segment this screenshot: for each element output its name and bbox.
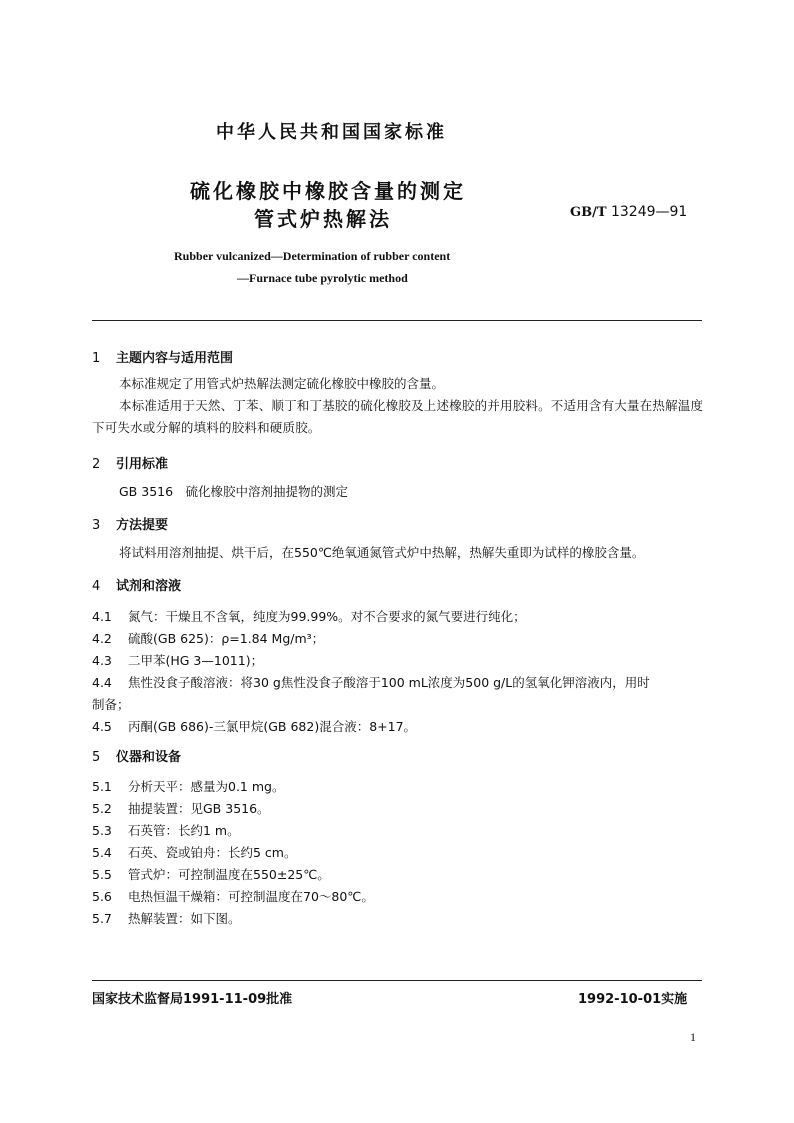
item-number: 5.1	[92, 779, 112, 794]
section-3-paragraph: 将试料用溶剂抽提、烘干后，在550℃绝氧通氮管式炉中热解，热解失重即为试样的橡胶含量。	[119, 545, 645, 560]
section-1-paragraph-1: 本标准规定了用管式炉热解法测定硫化橡胶中橡胶的含量。	[119, 376, 445, 391]
item-number: 5.7	[92, 911, 112, 926]
item-number: 4.1	[92, 609, 112, 624]
issue-approval: 国家技术监督局1991-11-09批准	[92, 992, 293, 1007]
list-item	[92, 716, 416, 738]
item-text: 抽提装置：见GB 3516。	[128, 801, 270, 816]
item-number: 5.5	[92, 867, 112, 882]
english-title-line-1: Rubber vulcanized—Determination of rubber content	[174, 249, 451, 263]
item-text: 热解装置：如下图。	[128, 911, 241, 926]
list-item	[92, 776, 284, 798]
standard-code-number: 13249—91	[610, 204, 688, 220]
title-line-1: 硫化橡胶中橡胶含量的测定	[190, 179, 466, 203]
item-number: 4.4	[92, 675, 112, 690]
item-number: 5.3	[92, 823, 112, 838]
item-text: 石英、瓷或铂舟：长约5 cm。	[128, 845, 297, 860]
item-number: 4.3	[92, 653, 112, 668]
section-title: 引用标准	[116, 457, 169, 472]
section-2-reference: GB 3516 硫化橡胶中溶剂抽提物的测定	[119, 484, 349, 499]
section-title: 方法提要	[116, 518, 169, 533]
section-4-heading	[92, 575, 181, 594]
list-item	[92, 650, 263, 672]
section-5-heading	[92, 746, 181, 765]
item-text: 电热恒温干燥箱：可控制温度在70～80℃。	[128, 889, 374, 904]
list-item	[92, 842, 296, 864]
item-number: 4.5	[92, 719, 112, 734]
section-number: 2	[92, 457, 101, 472]
item-text: 焦性没食子酸溶液：将30 g焦性没食子酸溶于100 mL浓度为500 g/L的氢氧化钾溶液内，用时	[128, 675, 650, 690]
item-number: 5.2	[92, 801, 112, 816]
list-item-continuation: 制备；	[92, 697, 130, 712]
section-title: 仪器和设备	[116, 750, 182, 765]
effective-date: 1992-10-01实施	[578, 992, 688, 1007]
list-item	[92, 798, 270, 820]
item-text: 分析天平：感量为0.1 mg。	[128, 779, 285, 794]
section-title: 主题内容与适用范围	[116, 351, 234, 366]
item-text: 二甲苯(HG 3—1011)；	[128, 653, 264, 668]
section-number: 5	[92, 750, 101, 765]
item-number: 5.6	[92, 889, 112, 904]
top-divider	[92, 320, 702, 321]
section-1-heading	[92, 347, 233, 366]
list-item	[92, 672, 650, 694]
section-number: 4	[92, 579, 101, 594]
list-item	[92, 908, 241, 930]
item-text: 硫酸(GB 625)：ρ=1.84 Mg/m³；	[128, 631, 325, 646]
section-1-paragraph-2: 本标准适用于天然、丁苯、顺丁和丁基胶的硫化橡胶及上述橡胶的并用胶料。不适用含有大量在热解温度下可失水或分解的填料的胶料和硬质胶。	[92, 398, 704, 435]
list-item	[92, 606, 526, 628]
list-item	[92, 864, 330, 886]
item-text: 氮气：干燥且不含氧，纯度为99.99%。对不合要求的氮气要进行纯化；	[128, 609, 526, 624]
section-number: 3	[92, 518, 101, 533]
list-item	[92, 820, 240, 842]
list-item	[92, 886, 374, 908]
item-number: 5.4	[92, 845, 112, 860]
english-title-line-2: —Furnace tube pyrolytic method	[237, 271, 408, 285]
standard-code	[570, 204, 687, 220]
footer-divider	[92, 980, 702, 981]
item-text: 丙酮(GB 686)-三氯甲烷(GB 682)混合液：8+17。	[128, 719, 417, 734]
section-number: 1	[92, 351, 101, 366]
item-text: 石英管：长约1 m。	[128, 823, 240, 838]
item-text: 管式炉：可控制温度在550±25℃。	[128, 867, 330, 882]
page-number: 1	[690, 1030, 696, 1044]
list-item	[92, 628, 324, 650]
section-3-heading	[92, 514, 168, 533]
section-title: 试剂和溶液	[116, 579, 182, 594]
title-line-2: 管式炉热解法	[254, 207, 392, 231]
item-number: 4.2	[92, 631, 112, 646]
standard-name: 中华人民共和国国家标准	[216, 122, 447, 143]
section-2-heading	[92, 453, 168, 472]
standard-code-prefix: GB/T	[570, 205, 607, 220]
